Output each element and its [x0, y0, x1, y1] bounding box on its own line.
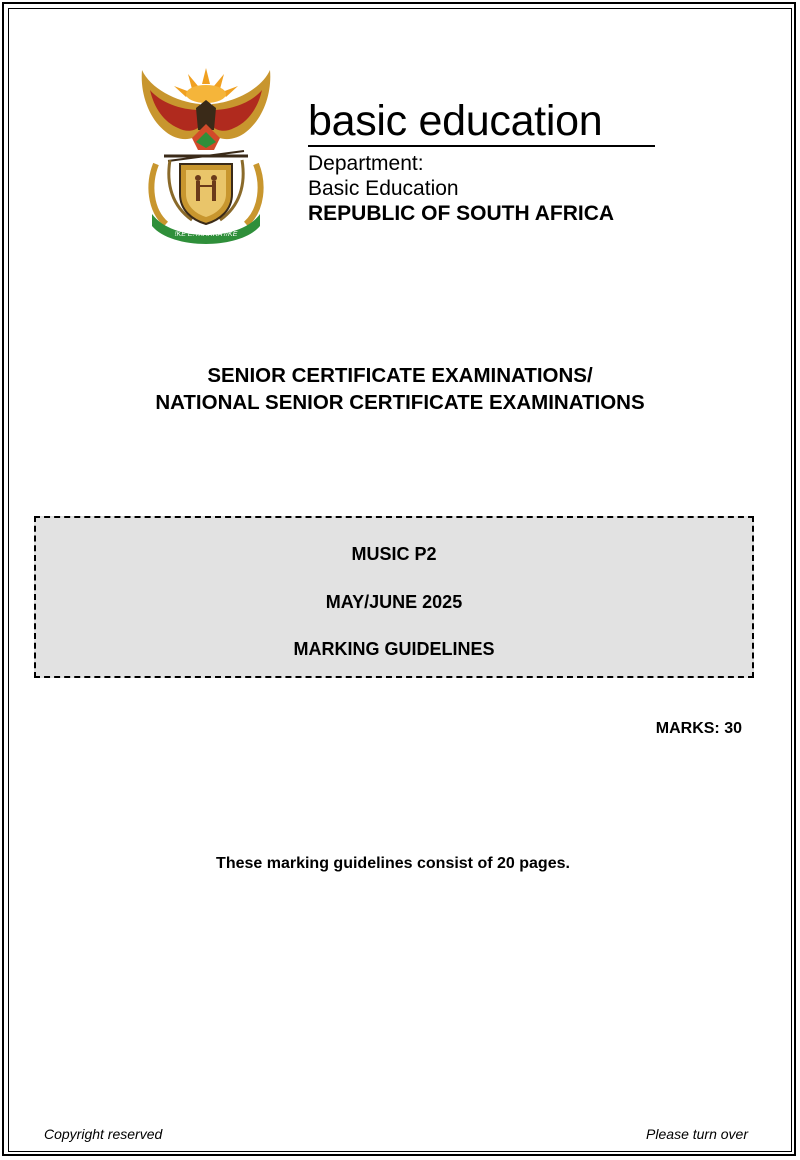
exam-heading-line2: NATIONAL SENIOR CERTIFICATE EXAMINATIONS: [155, 391, 645, 414]
sun-icon: [174, 68, 238, 103]
paper-session: MAY/JUNE 2025: [325, 592, 463, 612]
paper-type: MARKING GUIDELINES: [293, 639, 495, 659]
crest-motto: !KE E: /XARRA //KE: [174, 231, 238, 238]
exam-heading-line1: SENIOR CERTIFICATE EXAMINATIONS/: [207, 364, 593, 387]
footer-turn-over: Please turn over: [646, 1126, 748, 1142]
coat-of-arms-logo: [136, 64, 276, 244]
brand-title: basic education: [308, 97, 603, 145]
country-name: REPUBLIC OF SOUTH AFRICA: [308, 202, 615, 225]
department-name: Basic Education: [308, 177, 459, 200]
footer-copyright: Copyright reserved: [44, 1126, 163, 1142]
paper-subject: MUSIC P2: [351, 544, 437, 564]
brand-divider: [308, 145, 655, 147]
total-marks: MARKS: 30: [655, 720, 742, 737]
paper-info-box: [34, 516, 754, 678]
department-label: Department:: [308, 152, 424, 175]
page-count-note: These marking guidelines consist of 20 pages.: [216, 855, 570, 872]
